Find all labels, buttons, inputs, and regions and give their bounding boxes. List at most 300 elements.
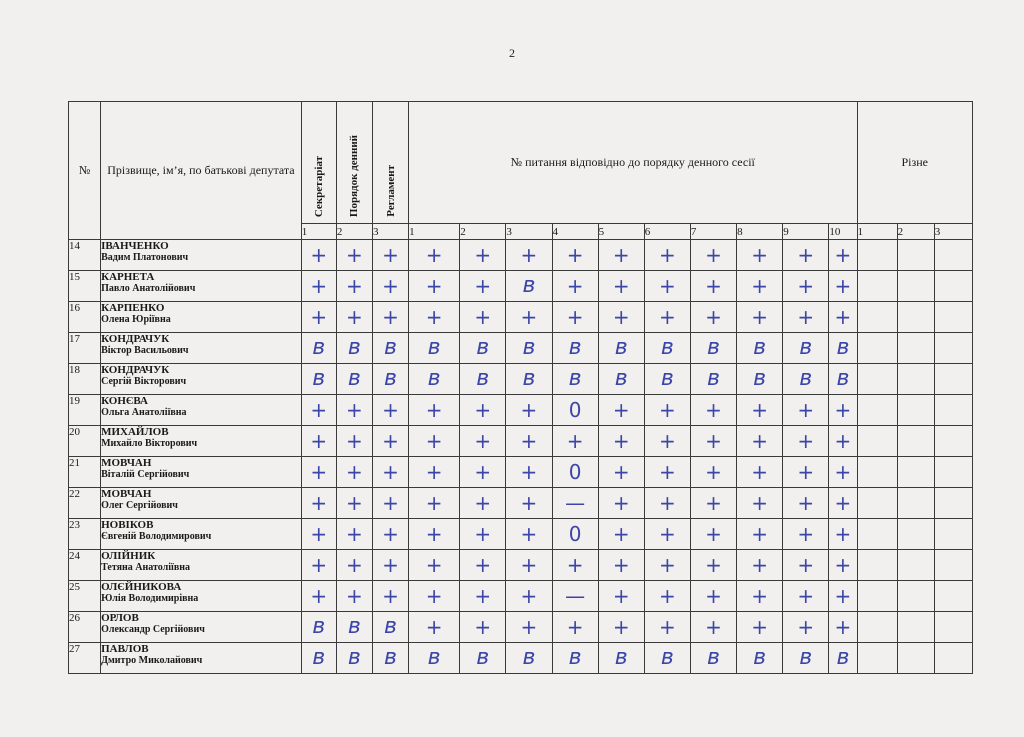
vote-mark: в bbox=[783, 643, 829, 674]
vote-mark: + bbox=[409, 519, 460, 550]
vote-mark bbox=[934, 333, 972, 364]
vote-mark: в bbox=[372, 333, 408, 364]
table-row bbox=[69, 426, 973, 457]
subheader-cell: 3 bbox=[372, 224, 408, 240]
vote-mark: + bbox=[690, 395, 736, 426]
vote-mark: в bbox=[690, 333, 736, 364]
vote-mark: + bbox=[506, 426, 552, 457]
vote-mark: в bbox=[506, 364, 552, 395]
table-body bbox=[69, 240, 973, 674]
vote-mark: + bbox=[301, 426, 336, 457]
deputy-name bbox=[101, 457, 302, 488]
deputy-given-names: Вадим Платонович bbox=[101, 252, 189, 263]
vote-mark: + bbox=[644, 488, 690, 519]
vote-mark: + bbox=[552, 302, 598, 333]
deputy-given-names: Дмитро Миколайович bbox=[101, 655, 203, 666]
vote-mark bbox=[934, 271, 972, 302]
vote-mark: + bbox=[829, 550, 857, 581]
vote-mark: + bbox=[336, 488, 372, 519]
row-number: 23 bbox=[69, 519, 101, 550]
vote-mark: + bbox=[372, 519, 408, 550]
vote-mark: + bbox=[690, 271, 736, 302]
vote-mark: + bbox=[598, 271, 644, 302]
subheader-cell: 3 bbox=[934, 224, 972, 240]
vote-mark: + bbox=[783, 395, 829, 426]
subheader-cell: 6 bbox=[644, 224, 690, 240]
vote-mark: + bbox=[690, 302, 736, 333]
vote-mark: + bbox=[372, 240, 408, 271]
vote-mark: + bbox=[301, 271, 336, 302]
row-number: 24 bbox=[69, 550, 101, 581]
vote-mark: + bbox=[829, 302, 857, 333]
vote-mark: в bbox=[552, 333, 598, 364]
deputy-surname: НОВІКОВ bbox=[101, 519, 154, 531]
vote-mark: + bbox=[409, 426, 460, 457]
vote-mark: + bbox=[829, 395, 857, 426]
vote-mark: + bbox=[460, 612, 506, 643]
subheader-cell: 2 bbox=[897, 224, 934, 240]
vote-mark: + bbox=[783, 271, 829, 302]
vote-mark: + bbox=[737, 550, 783, 581]
vote-mark: + bbox=[301, 395, 336, 426]
vote-mark bbox=[934, 457, 972, 488]
vote-mark: + bbox=[598, 612, 644, 643]
subheader-cell: 1 bbox=[301, 224, 336, 240]
deputy-surname: КОНЄВА bbox=[101, 395, 148, 407]
vote-mark bbox=[897, 581, 934, 612]
vote-mark: + bbox=[372, 550, 408, 581]
subheader-cell: 8 bbox=[737, 224, 783, 240]
vote-mark bbox=[897, 457, 934, 488]
deputy-surname: ОЛІЙНИК bbox=[101, 550, 156, 562]
table-row bbox=[69, 612, 973, 643]
header-agenda: Порядок денний bbox=[336, 102, 372, 224]
vote-mark bbox=[857, 271, 897, 302]
vote-mark: + bbox=[644, 426, 690, 457]
vote-mark: + bbox=[460, 240, 506, 271]
deputy-given-names: Віктор Васильович bbox=[101, 345, 189, 356]
vote-mark: + bbox=[301, 550, 336, 581]
deputy-surname: МОВЧАН bbox=[101, 457, 152, 469]
deputy-given-names: Тетяна Анатоліївна bbox=[101, 562, 190, 573]
vote-mark: + bbox=[460, 581, 506, 612]
vote-mark bbox=[897, 364, 934, 395]
vote-mark: в bbox=[460, 643, 506, 674]
vote-mark bbox=[934, 426, 972, 457]
vote-mark: + bbox=[829, 519, 857, 550]
vote-mark: в bbox=[552, 643, 598, 674]
vote-mark: в bbox=[460, 364, 506, 395]
deputy-surname: КАРНЕТА bbox=[101, 271, 155, 283]
vote-mark: + bbox=[598, 519, 644, 550]
vote-mark: + bbox=[783, 519, 829, 550]
vote-mark bbox=[934, 488, 972, 519]
voting-table bbox=[68, 101, 973, 674]
vote-mark bbox=[934, 364, 972, 395]
vote-mark: + bbox=[552, 426, 598, 457]
vote-mark bbox=[934, 581, 972, 612]
vote-mark bbox=[897, 240, 934, 271]
table-row bbox=[69, 581, 973, 612]
vote-mark bbox=[857, 519, 897, 550]
vote-mark: + bbox=[690, 612, 736, 643]
vote-mark: + bbox=[460, 488, 506, 519]
deputy-given-names: Ольга Анатоліївна bbox=[101, 407, 187, 418]
vote-mark: + bbox=[737, 240, 783, 271]
vote-mark: + bbox=[644, 240, 690, 271]
vote-mark: + bbox=[372, 302, 408, 333]
vote-mark: + bbox=[598, 395, 644, 426]
header-reglament: Регламент bbox=[372, 102, 408, 224]
vote-mark: + bbox=[336, 395, 372, 426]
vote-mark: + bbox=[372, 271, 408, 302]
vote-mark: + bbox=[372, 488, 408, 519]
vote-mark: в bbox=[336, 612, 372, 643]
vote-mark: в bbox=[301, 612, 336, 643]
vote-mark: + bbox=[737, 581, 783, 612]
vote-mark: + bbox=[301, 457, 336, 488]
deputy-surname: ОЛЄЙНИКОВА bbox=[101, 581, 182, 593]
vote-mark: + bbox=[598, 240, 644, 271]
vote-mark: + bbox=[506, 302, 552, 333]
vote-mark: + bbox=[336, 426, 372, 457]
vote-mark bbox=[934, 643, 972, 674]
vote-mark: в bbox=[737, 333, 783, 364]
vote-mark: + bbox=[372, 426, 408, 457]
header-name: Прізвище, ім’я, по батькові депутата bbox=[101, 102, 302, 240]
vote-mark: в bbox=[598, 333, 644, 364]
deputy-given-names: Олена Юріївна bbox=[101, 314, 171, 325]
row-number: 22 bbox=[69, 488, 101, 519]
vote-mark bbox=[857, 488, 897, 519]
vote-mark: + bbox=[409, 395, 460, 426]
vote-mark: в bbox=[783, 333, 829, 364]
vote-mark: + bbox=[598, 581, 644, 612]
vote-mark: + bbox=[506, 612, 552, 643]
vote-mark: в bbox=[737, 643, 783, 674]
vote-mark: в bbox=[506, 333, 552, 364]
vote-mark bbox=[897, 643, 934, 674]
vote-mark bbox=[857, 364, 897, 395]
row-number: 17 bbox=[69, 333, 101, 364]
vote-mark bbox=[857, 612, 897, 643]
vote-mark: в bbox=[552, 364, 598, 395]
row-number: 16 bbox=[69, 302, 101, 333]
deputy-name bbox=[101, 488, 302, 519]
deputy-name bbox=[101, 519, 302, 550]
deputy-given-names: Сергій Вікторович bbox=[101, 376, 187, 387]
vote-mark: + bbox=[409, 457, 460, 488]
vote-mark bbox=[934, 519, 972, 550]
subheader-cell: 10 bbox=[829, 224, 857, 240]
vote-mark bbox=[897, 519, 934, 550]
vote-mark: + bbox=[737, 612, 783, 643]
vote-mark bbox=[897, 426, 934, 457]
vote-mark: в bbox=[506, 643, 552, 674]
vote-mark: + bbox=[598, 457, 644, 488]
vote-mark: + bbox=[737, 302, 783, 333]
vote-mark: + bbox=[506, 519, 552, 550]
vote-mark bbox=[857, 550, 897, 581]
vote-mark: + bbox=[690, 581, 736, 612]
vote-mark: + bbox=[737, 519, 783, 550]
vote-mark: + bbox=[409, 488, 460, 519]
vote-mark bbox=[857, 581, 897, 612]
vote-mark: + bbox=[409, 581, 460, 612]
row-number: 21 bbox=[69, 457, 101, 488]
vote-mark: + bbox=[783, 550, 829, 581]
vote-mark bbox=[857, 643, 897, 674]
vote-mark: + bbox=[783, 302, 829, 333]
vote-mark: в bbox=[336, 364, 372, 395]
subheader-cell: 4 bbox=[552, 224, 598, 240]
vote-mark: в bbox=[829, 643, 857, 674]
vote-mark: + bbox=[460, 550, 506, 581]
vote-mark: + bbox=[598, 488, 644, 519]
vote-mark: + bbox=[506, 457, 552, 488]
deputy-name bbox=[101, 612, 302, 643]
vote-mark: в bbox=[829, 364, 857, 395]
vote-mark: + bbox=[690, 488, 736, 519]
vote-mark: + bbox=[829, 488, 857, 519]
vote-mark: — bbox=[552, 581, 598, 612]
vote-mark: + bbox=[829, 581, 857, 612]
vote-mark: в bbox=[690, 364, 736, 395]
vote-mark: + bbox=[690, 426, 736, 457]
table-row bbox=[69, 550, 973, 581]
vote-mark bbox=[897, 395, 934, 426]
vote-mark bbox=[897, 333, 934, 364]
vote-mark bbox=[857, 457, 897, 488]
deputy-given-names: Юлія Володимирівна bbox=[101, 593, 199, 604]
vote-mark: + bbox=[829, 271, 857, 302]
page-number: 2 bbox=[509, 46, 515, 60]
vote-mark: + bbox=[372, 395, 408, 426]
vote-mark: + bbox=[644, 612, 690, 643]
vote-mark bbox=[897, 302, 934, 333]
vote-mark: + bbox=[506, 581, 552, 612]
vote-mark: в bbox=[336, 643, 372, 674]
vote-mark: + bbox=[336, 519, 372, 550]
vote-mark: + bbox=[829, 612, 857, 643]
vote-mark: в bbox=[409, 643, 460, 674]
vote-mark: 0 bbox=[552, 519, 598, 550]
deputy-surname: ОРЛОВ bbox=[101, 612, 139, 624]
vote-mark: + bbox=[460, 395, 506, 426]
deputy-name bbox=[101, 550, 302, 581]
table-row bbox=[69, 302, 973, 333]
deputy-surname: КОНДРАЧУК bbox=[101, 364, 170, 376]
vote-mark: + bbox=[783, 426, 829, 457]
table-row bbox=[69, 457, 973, 488]
row-number: 25 bbox=[69, 581, 101, 612]
vote-mark bbox=[857, 333, 897, 364]
vote-mark: + bbox=[690, 457, 736, 488]
vote-mark: + bbox=[552, 240, 598, 271]
vote-mark: + bbox=[737, 426, 783, 457]
deputy-name bbox=[101, 643, 302, 674]
vote-mark: + bbox=[506, 240, 552, 271]
vote-mark: + bbox=[409, 302, 460, 333]
subheader-cell: 5 bbox=[598, 224, 644, 240]
deputy-surname: КАРПЕНКО bbox=[101, 302, 165, 314]
vote-mark: 0 bbox=[552, 395, 598, 426]
deputy-surname: МОВЧАН bbox=[101, 488, 152, 500]
vote-mark: + bbox=[690, 519, 736, 550]
row-number: 14 bbox=[69, 240, 101, 271]
header-misc: Різне bbox=[857, 102, 973, 224]
deputy-name bbox=[101, 240, 302, 271]
header-number: № bbox=[69, 102, 101, 240]
vote-mark bbox=[897, 271, 934, 302]
vote-mark: в bbox=[644, 364, 690, 395]
vote-mark: + bbox=[644, 519, 690, 550]
vote-mark: + bbox=[737, 457, 783, 488]
vote-mark: в bbox=[506, 271, 552, 302]
vote-mark: + bbox=[783, 240, 829, 271]
vote-mark bbox=[857, 426, 897, 457]
subheader-cell: 1 bbox=[857, 224, 897, 240]
header-questions: № питання відповідно до порядку денного сесії bbox=[409, 102, 857, 224]
vote-mark: + bbox=[409, 612, 460, 643]
vote-mark: + bbox=[644, 457, 690, 488]
vote-mark: + bbox=[783, 488, 829, 519]
vote-mark: в bbox=[372, 364, 408, 395]
vote-mark: + bbox=[506, 488, 552, 519]
deputy-given-names: Олександр Сергійович bbox=[101, 624, 205, 635]
vote-mark: в bbox=[301, 333, 336, 364]
row-number: 20 bbox=[69, 426, 101, 457]
vote-mark: + bbox=[301, 240, 336, 271]
header-secretariat: Секретаріат bbox=[301, 102, 336, 224]
vote-mark: в bbox=[598, 364, 644, 395]
vote-mark: + bbox=[644, 550, 690, 581]
row-number: 19 bbox=[69, 395, 101, 426]
vote-mark: в bbox=[783, 364, 829, 395]
vote-mark: + bbox=[409, 271, 460, 302]
row-number: 27 bbox=[69, 643, 101, 674]
vote-mark bbox=[934, 550, 972, 581]
vote-mark: + bbox=[336, 457, 372, 488]
vote-mark: в bbox=[829, 333, 857, 364]
vote-mark: + bbox=[644, 302, 690, 333]
table-row bbox=[69, 333, 973, 364]
vote-mark: + bbox=[598, 426, 644, 457]
table-row bbox=[69, 271, 973, 302]
vote-mark: + bbox=[301, 488, 336, 519]
deputy-name bbox=[101, 364, 302, 395]
vote-mark: + bbox=[460, 457, 506, 488]
table-row bbox=[69, 519, 973, 550]
vote-mark bbox=[857, 240, 897, 271]
vote-mark: в bbox=[737, 364, 783, 395]
deputy-given-names: Павло Анатолійович bbox=[101, 283, 196, 294]
vote-mark: + bbox=[506, 395, 552, 426]
deputy-surname: МИХАЙЛОВ bbox=[101, 426, 169, 438]
subheader-cell: 2 bbox=[460, 224, 506, 240]
row-number: 26 bbox=[69, 612, 101, 643]
vote-mark: в bbox=[372, 612, 408, 643]
table-row bbox=[69, 240, 973, 271]
vote-mark bbox=[857, 395, 897, 426]
vote-mark: в bbox=[372, 643, 408, 674]
vote-mark: + bbox=[783, 457, 829, 488]
vote-mark: + bbox=[829, 240, 857, 271]
vote-mark: в bbox=[301, 643, 336, 674]
vote-mark: + bbox=[301, 519, 336, 550]
deputy-surname: ІВАНЧЕНКО bbox=[101, 240, 169, 252]
vote-mark: + bbox=[301, 302, 336, 333]
vote-mark: + bbox=[552, 271, 598, 302]
vote-mark: + bbox=[460, 302, 506, 333]
vote-mark: + bbox=[737, 395, 783, 426]
vote-mark bbox=[897, 488, 934, 519]
vote-mark: — bbox=[552, 488, 598, 519]
vote-mark: + bbox=[372, 457, 408, 488]
table-row bbox=[69, 488, 973, 519]
vote-mark: + bbox=[829, 457, 857, 488]
vote-mark: в bbox=[336, 333, 372, 364]
deputy-name bbox=[101, 426, 302, 457]
deputy-given-names: Михайло Вікторович bbox=[101, 438, 198, 449]
vote-mark: + bbox=[829, 426, 857, 457]
vote-mark: + bbox=[336, 302, 372, 333]
table-row bbox=[69, 395, 973, 426]
deputy-name bbox=[101, 271, 302, 302]
subheader-cell: 7 bbox=[690, 224, 736, 240]
vote-mark: в bbox=[690, 643, 736, 674]
vote-mark: + bbox=[506, 550, 552, 581]
vote-mark: + bbox=[460, 519, 506, 550]
vote-mark: в bbox=[409, 364, 460, 395]
vote-mark: + bbox=[460, 271, 506, 302]
vote-mark: + bbox=[644, 271, 690, 302]
vote-mark: в bbox=[644, 643, 690, 674]
vote-mark bbox=[857, 302, 897, 333]
vote-mark bbox=[897, 612, 934, 643]
deputy-name bbox=[101, 333, 302, 364]
vote-mark: + bbox=[409, 550, 460, 581]
vote-mark: в bbox=[460, 333, 506, 364]
vote-mark: + bbox=[644, 395, 690, 426]
vote-mark: в bbox=[301, 364, 336, 395]
vote-mark: + bbox=[460, 426, 506, 457]
vote-mark: + bbox=[372, 581, 408, 612]
vote-mark: + bbox=[301, 581, 336, 612]
vote-mark: + bbox=[552, 612, 598, 643]
vote-mark: в bbox=[409, 333, 460, 364]
vote-mark: + bbox=[737, 271, 783, 302]
vote-mark: + bbox=[690, 240, 736, 271]
deputy-name bbox=[101, 395, 302, 426]
row-number: 18 bbox=[69, 364, 101, 395]
deputy-surname: ПАВЛОВ bbox=[101, 643, 149, 655]
vote-mark: + bbox=[552, 550, 598, 581]
vote-mark: 0 bbox=[552, 457, 598, 488]
subheader-cell: 9 bbox=[783, 224, 829, 240]
vote-mark: + bbox=[783, 612, 829, 643]
deputy-given-names: Віталій Сергійович bbox=[101, 469, 190, 480]
vote-mark bbox=[934, 612, 972, 643]
subheader-cell: 2 bbox=[336, 224, 372, 240]
deputy-name bbox=[101, 302, 302, 333]
deputy-given-names: Євгеній Володимирович bbox=[101, 531, 212, 542]
deputy-name bbox=[101, 581, 302, 612]
vote-mark: + bbox=[598, 550, 644, 581]
table-row bbox=[69, 364, 973, 395]
vote-mark: в bbox=[644, 333, 690, 364]
vote-mark: + bbox=[598, 302, 644, 333]
